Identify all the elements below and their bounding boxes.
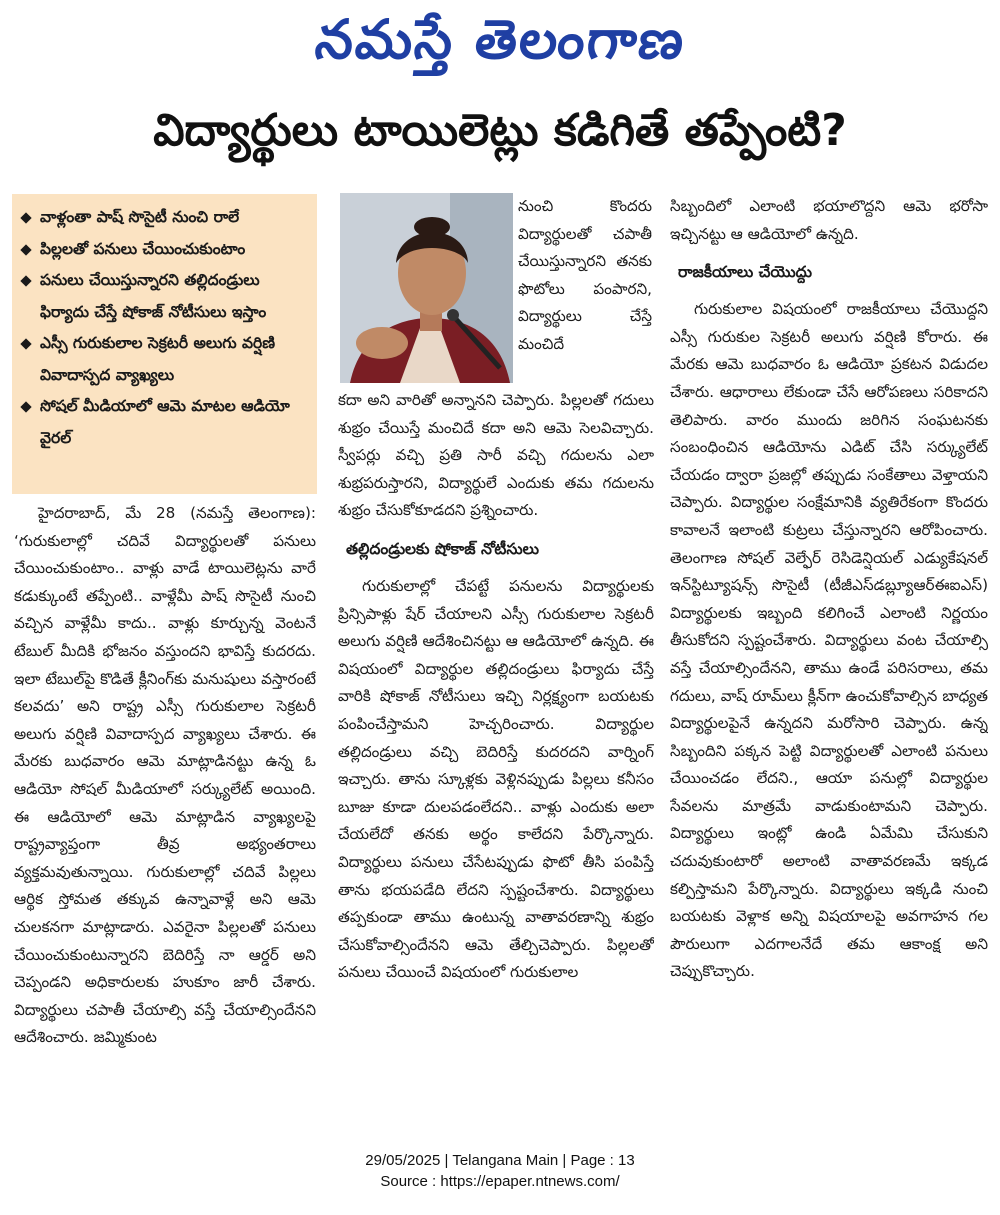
subheading-no-politics: రాజకీయాలు చేయొద్దు: [678, 263, 812, 282]
bullet-icon: [20, 212, 31, 223]
page-footer: [0, 1150, 1000, 1192]
highlights-box: [12, 194, 317, 494]
article-headline: విద్యార్థులు టాయిలెట్లు కడిగితే తప్పేంటి?: [153, 105, 847, 156]
bullet-icon: [20, 338, 31, 349]
highlight-text: పిల్లలతో పనులు చేయించుకుంటాం: [40, 239, 246, 258]
highlight-text: పనులు చేయిస్తున్నారని తల్లిదండ్రులు ఫిర్యాదు చేస్తే షోకాజ్ నోటీసులు ఇస్తాం: [40, 271, 267, 321]
article-column-3: [670, 193, 988, 1138]
column-2-paragraph-1: కదా అని వారితో అన్నానని చెప్పారు. పిల్లలతో గదులు శుభ్రం చేయిస్తే మంచిదే కదా అని ఆమె సెలవిచ్చారు. స్వీపర్లు వచ్చి ప్రతి సారీ వచ్చి గదులను ఎలా శుభ్రపరుస్తారని, విద్యార్థులే ఎందుకు తమ గదులను శుభ్రం చేసుకోకూడదని ప్రశ్నించారు.: [338, 391, 654, 520]
bullet-icon: [20, 275, 31, 286]
highlight-item: [20, 391, 311, 454]
speaker-photo-illustration: [340, 193, 513, 383]
speaker-photo: [340, 193, 513, 383]
highlight-item: [20, 265, 311, 328]
column-3-paragraph-1: సిబ్బందిలో ఎలాంటి భయాలొద్దని ఆమె భరోసా ఇచ్చినట్టు ఆ ఆడియోలో ఉన్నది.: [670, 197, 988, 243]
article-column-1: హైదరాబాద్, మే 28 (నమస్తే తెలంగాణ): ‘గురుకులాల్లో చదివే విద్యార్థులతో పనులు చేయించుకుంటాం.. వాళ్లు వాడే టాయిలెట్లను వారే కడుక్కుంటే తప్పేంటి.. వాళ్లేమీ పాష్ సొసైటీ నుంచి వచ్చిన వాళ్లేమీ కాదు.. వాళ్లు కూర్చున్న వెంటనే టేబుల్ మీదికి భోజనం వస్తుందని భావిస్తే కుదరదు. ఇలా టేబుల్‌పై కొడితే క్లీనింగ్‌కు మనుషులు వస్తారంటే కలవదు’ అని రాష్ట్ర ఎస్సీ గురుకులాల సెక్రటరీ అలుగు వర్షిణి వివాదాస్పద వ్యాఖ్యలు చేశారు. ఈ మేరకు బుధవారం ఆమె మాట్లాడినట్టు ఉన్న ఓ ఆడియో సోషల్ మీడియాలో సర్క్యులేట్ అయింది. ఈ ఆడియోలో ఆమె మాట్లాడిన వ్యాఖ్యలపై రాష్ట్రవ్యాప్తంగా తీవ్ర అభ్యంతరాలు వ్యక్తమవుతున్నాయి. గురుకులాల్లో చదివే పిల్లలు ఆర్థిక స్తోమత తక్కువ ఉన్నావాళ్లే అని ఆమె చులకనగా మాట్లాడారు. ఎవరైనా పిల్లలతో పనులు చేయించుకుంటున్నారని బెదిరిస్తే నా ఆర్డర్ అని చెప్పండని అధికారులకు హుకూం జారీ చేశారు. విద్యార్థులు చపాతీ చేయాల్సి వస్తే చేయాల్సిందేనని ఆదేశించారు. జమ్మికుంట: [14, 504, 316, 1047]
highlight-item: [20, 328, 311, 391]
subheading-parents-notices: తల్లిదండ్రులకు షోకాజ్ నోటీసులు: [346, 539, 539, 558]
highlight-item: [20, 234, 311, 266]
highlight-text: ఎస్సీ గురుకులాల సెక్రటరీ అలుగు వర్షిణి వివాదాస్పద వ్యాఖ్యలు: [40, 334, 276, 384]
article-column-2-wrap: నుంచి కొందరు విద్యార్థులతో చపాతీ చేయిస్తున్నారని తనకు ఫొటోలు పంపారని, విద్యార్థులు చేస్తే మంచిదే: [518, 197, 652, 353]
footer-source-line: Source : https://epaper.ntnews.com/: [380, 1173, 620, 1190]
footer-edition-line: 29/05/2025 | Telangana Main | Page : 13: [365, 1152, 635, 1169]
bullet-icon: [20, 244, 31, 255]
masthead-title: నమస్తే తెలంగాణ: [312, 8, 689, 71]
newspaper-masthead: [0, 8, 1000, 83]
column-2-paragraph-2: గురుకులాల్లో చేపట్టే పనులను విద్యార్థులకు ప్రిన్సిపాళ్లు షేర్ చేయాలని ఎస్సీ గురుకులాల సెక్రటరీ అలుగు వర్షిణి ఆదేశించినట్టు ఆ ఆడియోలో ఉన్నది. ఈ విషయంలో విద్యార్థుల తల్లిదండ్రులు ఫిర్యాదు చేస్తే వారికి షోకాజ్ నోటీసులు ఇచ్చి నిర్లక్ష్యంగా బయటకు పంపించేస్తామని హెచ్చరించారు. విద్యార్థుల తల్లిదండ్రులు వచ్చి బెదిరిస్తే కుదరదని వార్నింగ్ ఇచ్చారు. తాను స్కూళ్లకు వెళ్లినప్పుడు పిల్లలు కనీసం బూజు కూడా దులపడంలేదని.. వాళ్లు ఎందుకు అలా చేయలేదో తనకు అర్థం కాలేదని పేర్కొన్నారు. విద్యార్థులు పనులు చేసేటప్పుడు ఫొటో తీసి పంపిస్తే తాను భయపడేది లేదని స్పష్టంచేశారు. విద్యార్థులు తప్పకుండా తాము ఉంటున్న వాతావరణాన్ని శుభ్రం చేసుకోవాల్సిందేనని ఆమె తేల్చిచెప్పారు. పిల్లలతో పనులు చేయించే విషయంలో గురుకులాల: [338, 576, 654, 982]
highlight-text: సోషల్ మీడియాలో ఆమె మాటల ఆడియో వైరల్: [40, 397, 290, 447]
column-3-paragraph-2: గురుకులాల విషయంలో రాజకీయాలు చేయొద్దని ఎస్సీ గురుకుల సెక్రటరీ అలుగు వర్షిణి కోరారు. ఈ మేరకు ఆమె బుధవారం ఓ ఆడియో ప్రకటన విడుదల చేశారు. ఆధారాలు లేకుండా చేసే ఆరోపణలు సరికాదని తెలిపారు. వారం ముందు జరిగిన సంఘటనకు సంబంధించిన ఆడియోను ఎడిట్ చేసి సర్క్యులేట్ చేయడం ద్వారా ప్రజల్లో తప్పుడు సంకేతాలు వెళ్తాయని చెప్పారు. విద్యార్థుల సంక్షేమానికి వ్యతిరేకంగా కొందరు కావాలనే ఇలాంటి కుట్రలు చేస్తున్నారని ఆరోపించారు. తెలంగాణ సోషల్ వెల్ఫేర్ రెసిడెన్షియల్ ఎడ్యుకేషనల్ ఇన్‌స్టిట్యూషన్స్ సొసైటీ (టీజీఎస్‌డబ్ల్యూఆర్‌ఈఐఎస్) విద్యార్థులకు ఇబ్బంది కలిగించే ఎలాంటి నిర్ణయం తీసుకోదని స్పష్టంచేశారు. విద్యార్థులు వంట చేయాల్సి వస్తే చేయాల్సిందేనని, తాము ఉండే పరిసరాలు, తమ గదులు, వాష్ రూమ్‌లు క్లీన్‌గా ఉంచుకోవాల్సిన బాధ్యత విద్యార్థులపైనే ఉన్నదని మరోసారి చెప్పారు. ఉన్న సిబ్బందిని పక్కన పెట్టి విద్యార్థులతో ఎలాంటి పనులు చేయించడం లేదని., ఆయా పనుల్లో విద్యార్థుల సేవలను మాత్రమే వాడుకుంటామని చెప్పారు. విద్యార్థులు ఇంట్లో ఉండి ఏమేమి చేసుకుని చదువుకుంటారో అలాంటి వాతావరణమే ఇక్కడ కల్పిస్తామని పేర్కొన్నారు. విద్యార్థులు ఇక్కడి నుంచి బయటకు వెళ్లాక అన్ని విషయాలపై అవగాహన గల పౌరులుగా ఎదగాలనేదే తమ ఆకాంక్ష అని చెప్పుకొచ్చారు.: [670, 300, 988, 981]
article-column-2: [338, 387, 654, 1137]
bullet-icon: [20, 401, 31, 412]
highlight-item: [20, 202, 311, 234]
highlight-text: వాళ్లంతా పాష్ సొసైటీ నుంచి రాలే: [40, 208, 240, 226]
